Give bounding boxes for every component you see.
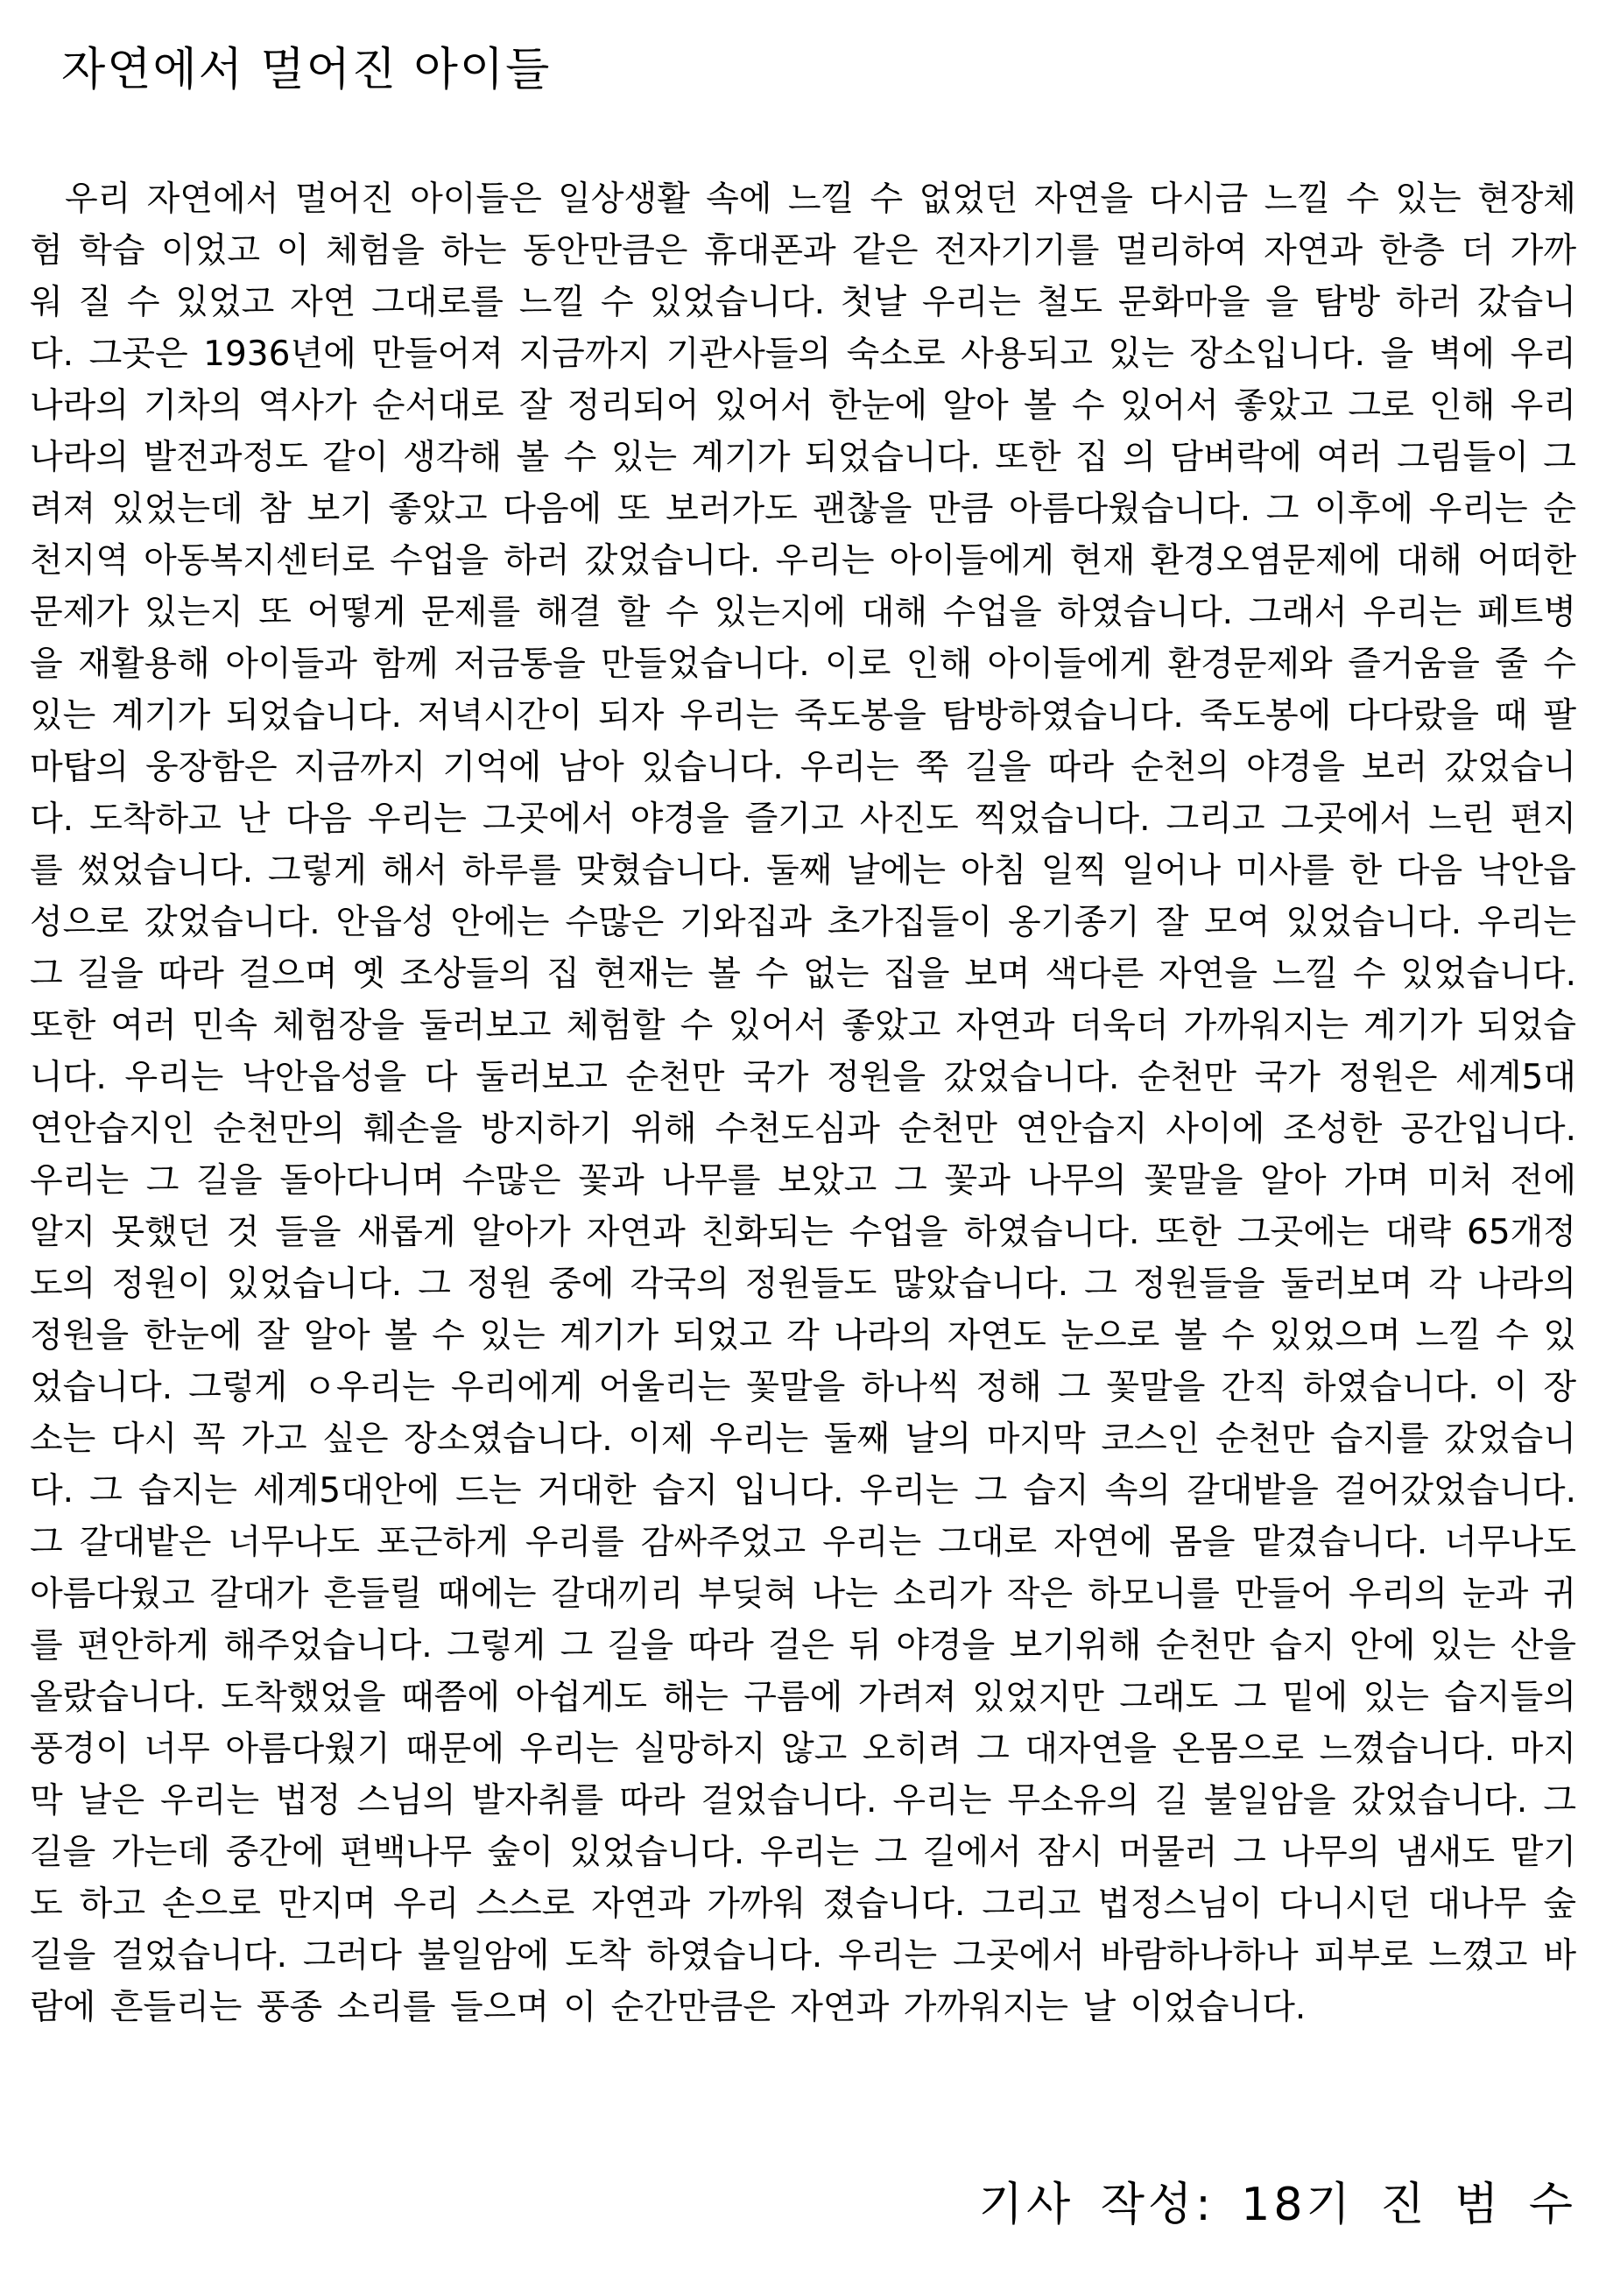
- article-body: 우리 자연에서 멀어진 아이들은 일상생활 속에 느낄 수 없었던 자연을 다시금 느낄 수 있는 현장체험 학습 이었고 이 체험을 하는 동안만큼은 휴대폰과 같은 전자기기를 멀리하여 자연과 한층 더 가까워 질 수 있었고 자연 그대로를 느낄 수 있었습니다. 첫날 우리는 철도 문화마을 을 탐방 하러 갔습니다. 그곳은 1936년에 만들어져 지금까지 기관사들의 숙소로 사용되고 있는 장소입니다. 을 벽에 우리나라의 기차의 역사가 순서대로 잘 정리되어 있어서 한눈에 알아 볼 수 있어서 좋았고 그로 인해 우리나라의 발전과정도 같이 생각해 볼 수 있는 계기가 되었습니다. 또한 집 의 담벼락에 여러 그림들이 그려져 있었는데 참 보기 좋았고 다음에 또 보러가도 괜찮을 만큼 아름다웠습니다. 그 이후에 우리는 순천지역 아동복지센터로 수업을 하러 갔었습니다. 우리는 아이들에게 현재 환경오염문제에 대해 어떠한 문제가 있는지 또 어떻게 문제를 해결 할 수 있는지에 대해 수업을 하였습니다. 그래서 우리는 페트병을 재활용해 아이들과 함께 저금통을 만들었습니다. 이로 인해 아이들에게 환경문제와 즐거움을 줄 수 있는 계기가 되었습니다. 저녁시간이 되자 우리는 죽도봉을 탐방하였습니다. 죽도봉에 다다랐을 때 팔마탑의 웅장함은 지금까지 기억에 남아 있습니다. 우리는 쭉 길을 따라 순천의 야경을 보러 갔었습니다. 도착하고 난 다음 우리는 그곳에서 야경을 즐기고 사진도 찍었습니다. 그리고 그곳에서 느린 편지를 썼었습니다. 그렇게 해서 하루를 맞혔습니다. 둘째 날에는 아침 일찍 일어나 미사를 한 다음 낙안읍성으로 갔었습니다. 안읍성 안에는 수많은 기와집과 초가집들이 옹기종기 잘 모여 있었습니다. 우리는 그 길을 따라 걸으며 옛 조상들의 집 현재는 볼 수 없는 집을 보며 색다른 자연을 느낄 수 있었습니다. 또한 여러 민속 체험장을 둘러보고 체험할 수 있어서 좋았고 자연과 더욱더 가까워지는 계기가 되었습니다. 우리는 낙안읍성을 다 둘러보고 순천만 국가 정원을 갔었습니다. 순천만 국가 정원은 세계5대 연안습지인 순천만의 훼손을 방지하기 위해 수천도심과 순천만 연안습지 사이에 조성한 공간입니다. 우리는 그 길을 돌아다니며 수많은 꽃과 나무를 보았고 그 꽃과 나무의 꽃말을 알아 가며 미처 전에 알지 못했던 것 들을 새롭게 알아가 자연과 친화되는 수업을 하였습니다. 또한 그곳에는 대략 65개정도의 정원이 있었습니다. 그 정원 중에 각국의 정원들도 많았습니다. 그 정원들을 둘러보며 각 나라의 정원을 한눈에 잘 알아 볼 수 있는 계기가 되었고 각 나라의 자연도 눈으로 볼 수 있었으며 느낄 수 있었습니다. 그렇게 ㅇ우리는 우리에게 어울리는 꽃말을 하나씩 정해 그 꽃말을 간직 하였습니다. 이 장소는 다시 꼭 가고 싶은 장소였습니다. 이제 우리는 둘째 날의 마지막 코스인 순천만 습지를 갔었습니다. 그 습지는 세계5대안에 드는 거대한 습지 입니다. 우리는 그 습지 속의 갈대밭을 걸어갔었습니다. 그 갈대밭은 너무나도 포근하게 우리를 감싸주었고 우리는 그대로 자연에 몸을 맡겼습니다. 너무나도 아름다웠고 갈대가 흔들릴 때에는 갈대끼리 부딪혀 나는 소리가 작은 하모니를 만들어 우리의 눈과 귀를 편안하게 해주었습니다. 그렇게 그 길을 따라 걸은 뒤 야경을 보기위해 순천만 습지 안에 있는 산을 올랐습니다. 도착했었을 때쯤에 아쉽게도 해는 구름에 가려져 있었지만 그래도 그 밑에 있는 습지들의 풍경이 너무 아름다웠기 때문에 우리는 실망하지 않고 오히려 그 대자연을 온몸으로 느꼈습니다. 마지막 날은 우리는 법정 스님의 발자취를 따라 걸었습니다. 우리는 무소유의 길 불일암을 갔었습니다. 그 길을 가는데 중간에 편백나무 숲이 있었습니다. 우리는 그 길에서 잠시 머물러 그 나무의 냄새도 맡기도 하고 손으로 만지며 우리 스스로 자연과 가까워 졌습니다. 그리고 법정스님이 다니시던 대나무 숲길을 걸었습니다. 그러다 불일암에 도착 하였습니다. 우리는 그곳에서 바람하나하나 피부로 느꼈고 바람에 흔들리는 풍종 소리를 들으며 이 순간만큼은 자연과 가까워지는 날 이었습니다.: [30, 180, 1576, 2027]
- article-byline: 기사 작성: 18기 진 범 수: [978, 2179, 1576, 2231]
- article-title: 자연에서 멀어진 아이들: [61, 44, 552, 96]
